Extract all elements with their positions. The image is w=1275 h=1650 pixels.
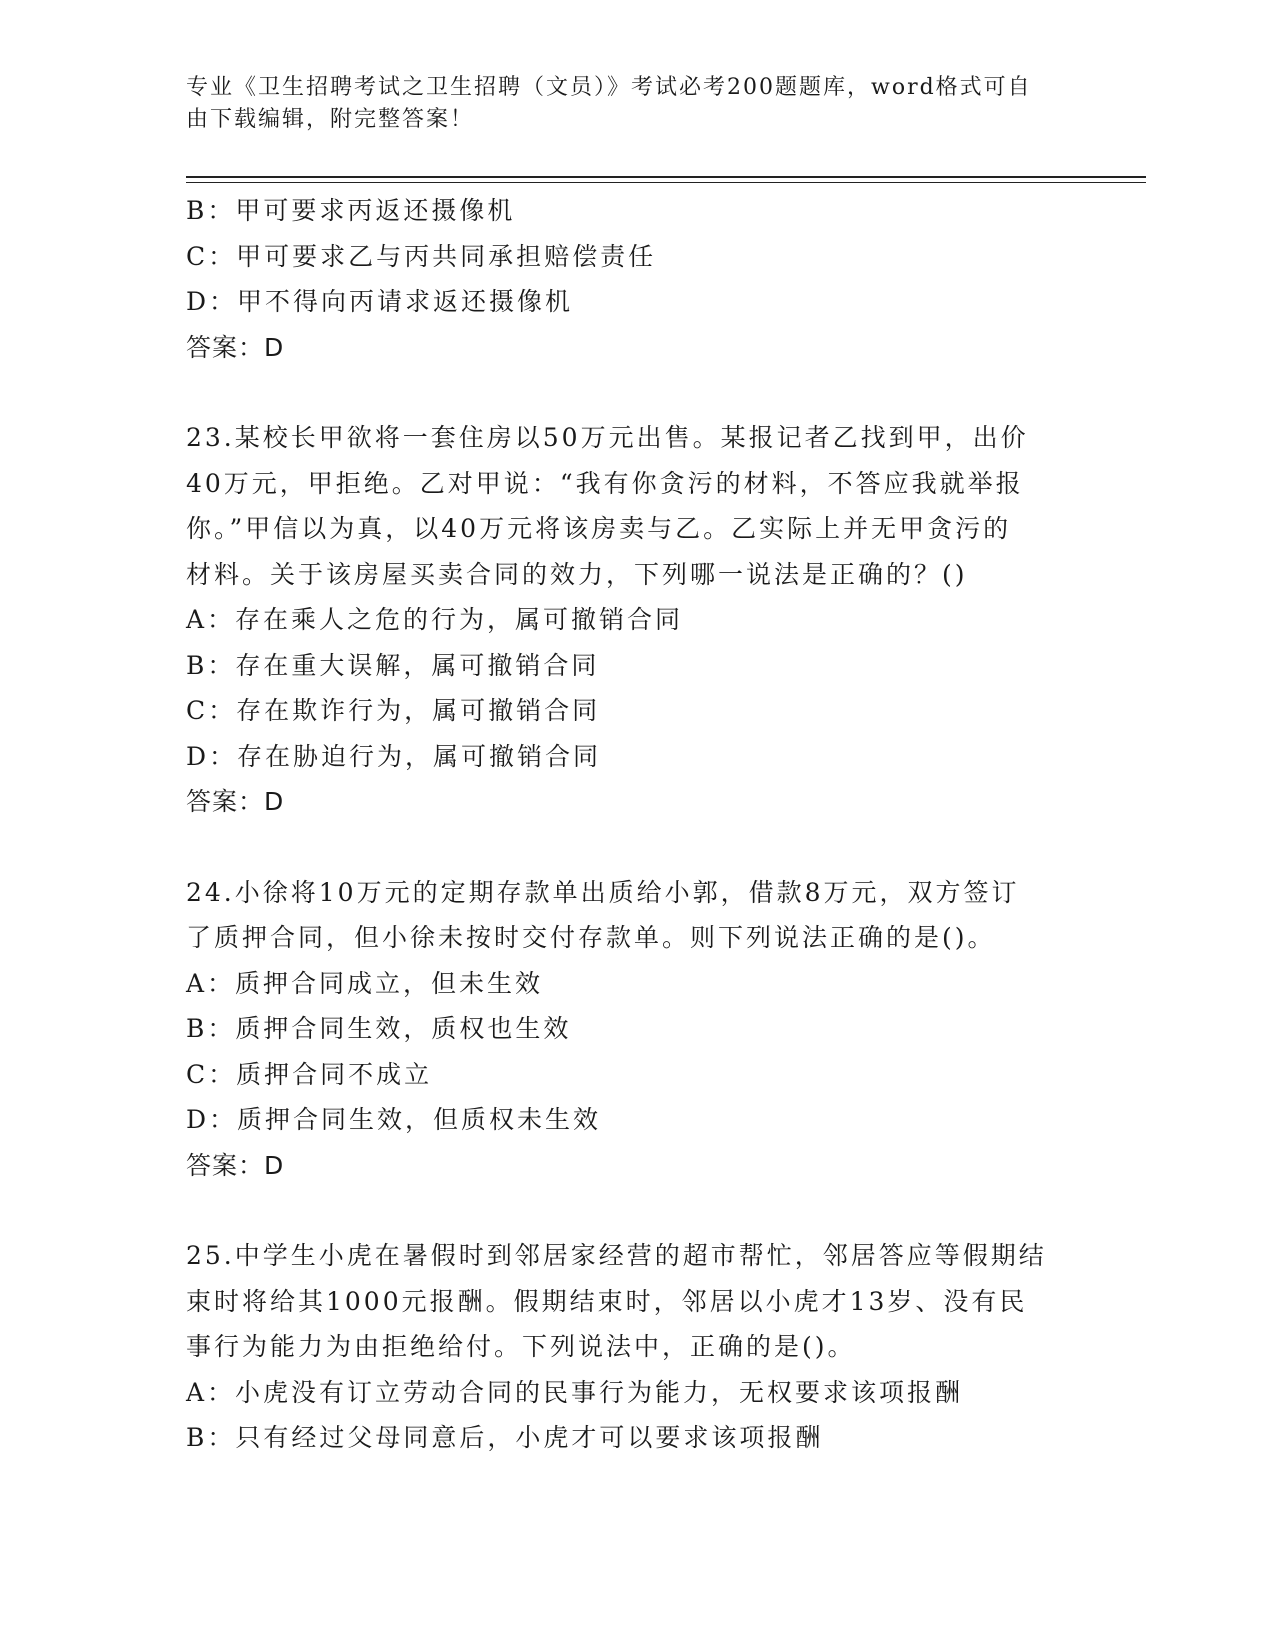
question-stem xyxy=(186,1233,1086,1370)
document-header xyxy=(186,72,1076,136)
question-24 xyxy=(186,870,1086,1189)
answer: 答案：D xyxy=(186,787,285,816)
document-body xyxy=(186,188,1086,1506)
option-b: B：存在重大误解，属可撤销合同 xyxy=(186,650,600,680)
header-divider-thin xyxy=(186,182,1146,183)
option-d: D：甲不得向丙请求返还摄像机 xyxy=(186,287,574,316)
header-divider-thick xyxy=(186,176,1146,178)
header-line-2: 由下载编辑，附完整答案！ xyxy=(186,107,475,132)
stem-line: 40万元，甲拒绝。乙对甲说：“我有你贪污的材料，不答应我就举报 xyxy=(186,468,1024,498)
option-a: A：存在乘人之危的行为，属可撤销合同 xyxy=(186,605,684,634)
question-stem xyxy=(186,870,1086,961)
answer: 答案：D xyxy=(186,332,285,362)
stem-line: 材料。关于该房屋买卖合同的效力，下列哪一说法是正确的？() xyxy=(186,559,968,589)
stem-line: 了质押合同，但小徐未按时交付存款单。则下列说法正确的是()。 xyxy=(186,923,996,952)
header-line-1: 专业《卫生招聘考试之卫生招聘（文员）》考试必考200题题库，word格式可自 xyxy=(186,75,1032,100)
option-d: D：存在胁迫行为，属可撤销合同 xyxy=(186,741,602,771)
option-d: D：质押合同生效，但质权未生效 xyxy=(186,1105,602,1134)
option-a: A：质押合同成立，但未生效 xyxy=(186,968,544,998)
question-25 xyxy=(186,1233,1086,1461)
answer: 答案：D xyxy=(186,1150,285,1180)
option-b: B：甲可要求丙返还摄像机 xyxy=(186,196,516,225)
question-23 xyxy=(186,415,1086,825)
option-b: B：只有经过父母同意后，小虎才可以要求该项报酬 xyxy=(186,1423,824,1452)
option-b: B：质押合同生效，质权也生效 xyxy=(186,1014,572,1043)
stem-line: 你。”甲信以为真，以40万元将该房卖与乙。乙实际上并无甲贪污的 xyxy=(186,514,1012,543)
option-c: C：质押合同不成立 xyxy=(186,1059,433,1089)
stem-line: 束时将给其1000元报酬。假期结束时，邻居以小虎才13岁、没有民 xyxy=(186,1286,1028,1316)
stem-line: 25.中学生小虎在暑假时到邻居家经营的超市帮忙，邻居答应等假期结 xyxy=(186,1241,1047,1270)
stem-line: 23.某校长甲欲将一套住房以50万元出售。某报记者乙找到甲，出价 xyxy=(186,423,1029,452)
question-22-tail xyxy=(186,188,1086,370)
option-a: A：小虎没有订立劳动合同的民事行为能力，无权要求该项报酬 xyxy=(186,1377,964,1407)
question-stem xyxy=(186,415,1086,597)
stem-line: 24.小徐将10万元的定期存款单出质给小郭，借款8万元，双方签订 xyxy=(186,877,1020,907)
option-c: C：甲可要求乙与丙共同承担赔偿责任 xyxy=(186,241,657,271)
option-c: C：存在欺诈行为，属可撤销合同 xyxy=(186,696,601,725)
stem-line: 事行为能力为由拒绝给付。下列说法中，正确的是()。 xyxy=(186,1332,856,1361)
